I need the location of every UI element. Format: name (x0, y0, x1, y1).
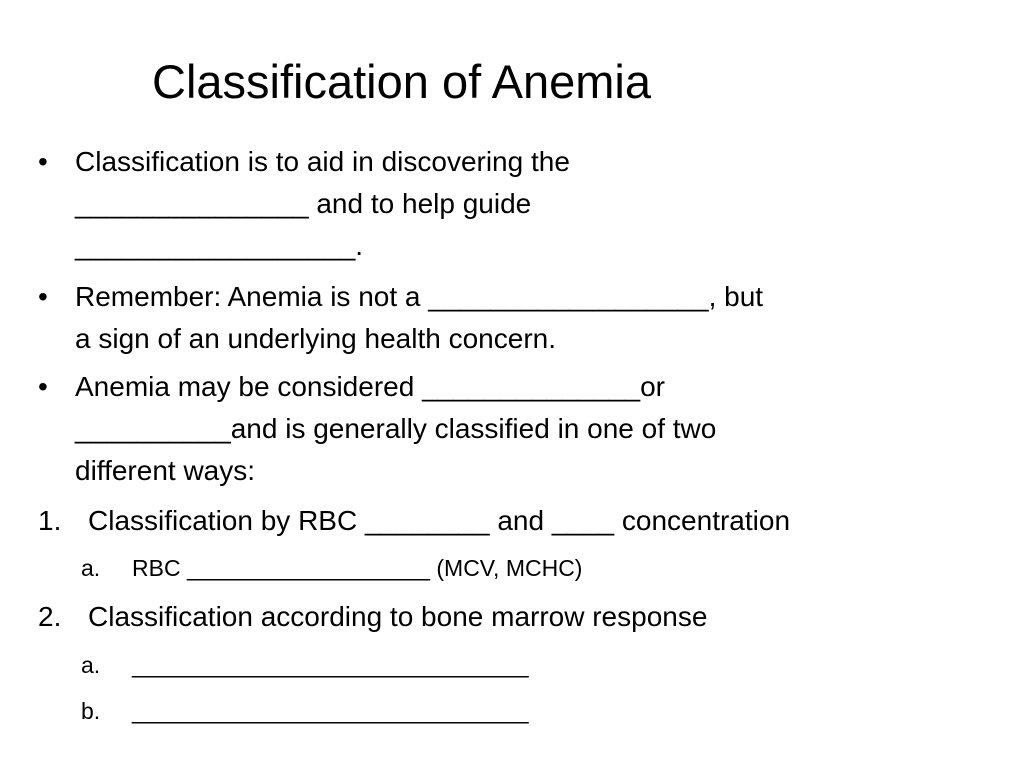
slide-title: Classification of Anemia (152, 55, 651, 108)
numbered-marker: 2. (38, 601, 62, 632)
bullet-item-considered (75, 366, 716, 492)
numbered-marker: 1. (38, 505, 62, 536)
bullet-item-discovering (75, 141, 570, 267)
subitem-rbc-indices: RBC ___________________ (MCV, MCHC) (132, 555, 583, 581)
bullet-marker: • (38, 146, 48, 177)
bullet-line: __________and is generally classified in one of two (75, 413, 717, 444)
bullet-marker: • (38, 281, 48, 312)
subitem-marker: b. (81, 698, 101, 724)
numbered-item-marrow: Classification according to bone marrow response (88, 601, 708, 632)
subitem-blank-b: _______________________________ (132, 698, 529, 724)
numbered-item-rbc: Classification by RBC ________ and ____ concentration (88, 505, 791, 536)
subitem-marker: a. (81, 652, 101, 678)
bullet-marker: • (38, 371, 48, 402)
bullet-line: _______________ and to help guide (75, 188, 532, 219)
subitem-blank-a: _______________________________ (132, 652, 529, 678)
subitem-marker: a. (81, 555, 101, 581)
bullet-line: Anemia may be considered ______________or (75, 371, 665, 402)
bullet-line: Classification is to aid in discovering the (75, 146, 570, 177)
bullet-item-remember (75, 276, 763, 360)
bullet-line: a sign of an underlying health concern. (75, 323, 556, 354)
bullet-line: __________________. (75, 230, 364, 261)
bullet-line: different ways: (75, 455, 256, 486)
bullet-line: Remember: Anemia is not a __________________, but (75, 281, 764, 312)
